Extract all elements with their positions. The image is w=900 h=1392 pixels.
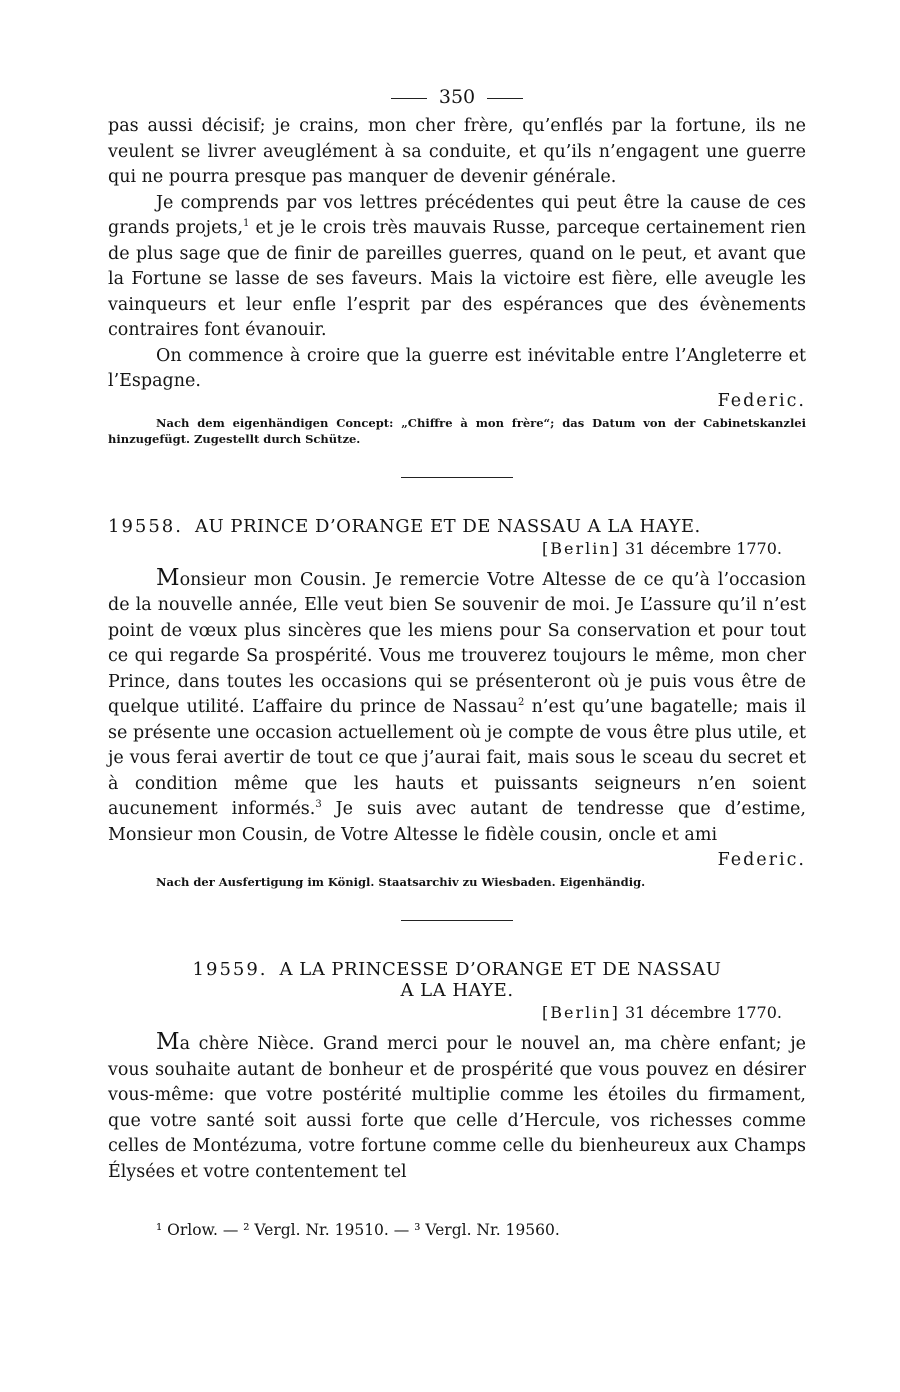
letter-title-line2: A LA HAYE. bbox=[400, 980, 514, 1001]
page bbox=[108, 86, 806, 1239]
footnote-ref-3: 3 bbox=[315, 799, 322, 811]
source-note-1: Nach dem eigenhändigen Concept: „Chiffre à mon frère“; das Datum von der Cabinetskanzlei hinzugefügt. Zugestellt durch Schütze. bbox=[108, 415, 806, 446]
footnote-ref-1: 1 bbox=[243, 218, 250, 230]
dateline-19558: [Berlin] 31 décembre 1770. bbox=[541, 538, 782, 558]
folio-dash-left bbox=[391, 98, 427, 99]
signature-1: Federic. bbox=[717, 390, 806, 411]
letter-title: AU PRINCE D’ORANGE ET DE NASSAU A LA HAYE. bbox=[194, 515, 701, 537]
signature-2: Federic. bbox=[717, 850, 806, 870]
initial-letter: M bbox=[156, 564, 180, 591]
section-divider-1 bbox=[401, 477, 513, 478]
footnotes: ¹ Orlow. — ² Vergl. Nr. 19510. — ³ Vergl. Nr. 19560. bbox=[156, 1221, 560, 1239]
letter-heading-19558 bbox=[108, 516, 806, 537]
letter-number: 19559. bbox=[192, 959, 268, 980]
letter-heading-19559 bbox=[108, 959, 806, 1001]
page-number: 350 bbox=[108, 86, 806, 108]
initial-letter: M bbox=[156, 1029, 180, 1055]
letter-title-line1: A LA PRINCESSE D’ORANGE ET DE NASSAU bbox=[279, 959, 722, 980]
letter-number: 19558. bbox=[108, 515, 183, 537]
folio-dash-right bbox=[487, 98, 523, 99]
continuation-paragraph-1: pas aussi décisif; je crains, mon cher frère, qu’enflés par la fortune, ils ne veulent se livrer aveuglément à sa conduite, et qu’ils n’engagent une guerre qui ne pourra presque pas manquer de devenir générale. bbox=[108, 116, 806, 187]
footnote-ref-2: 2 bbox=[517, 697, 525, 709]
letter-body-19558: Monsieur mon Cousin. Je remercie Votre Altesse de ce qu’à l’occasion de la nouvelle année, Elle veut bien Se souvenir de moi. Je L’assure qu’il n’est point de vœux plus sincères que les miens pour Sa conservation et pour tout ce qui regarde Sa prospérité. Vous me trouverez toujours le même, mon cher Prince, dans toutes les occasions qui se présenteront où je puis vous être de quelque utilité. L’affaire du prince de Nassau$^2$ n’est qu’une bagatelle; mais il se présente une occasion actuellement où je compte de vous être plus utile, et je vous ferai avertir de tout ce que j’aurai fait, mais sous le sceau du secret et à condition même que les hauts et puissants seigneurs n’en soient aucunement informés.$^3$ Je suis avec autant de tendresse que d’estime, Monsieur mon Cousin, de Votre Altesse le fidèle cousin, oncle et ami bbox=[108, 564, 807, 845]
continuation-paragraph-3: On commence à croire que la guerre est inévitable entre l’Angleterre et l’Espagne. bbox=[108, 345, 806, 391]
section-divider-2 bbox=[401, 920, 513, 921]
dateline-19559: [Berlin] 31 décembre 1770. bbox=[541, 1003, 782, 1022]
continuation-paragraph-2: Je comprends par vos lettres précédentes qui peut être la cause de ces grands projets,$^1$ et je le crois très mauvais Russe, parceque certainement rien de plus sage que de finir de pareilles guerres, quand on le peut, et avant que la Fortune se lasse de ses faveurs. Mais la victoire est fière, elle aveugle les vainqueurs et leur enfle l’esprit par des espérances que des évènements contraires font évanouir. bbox=[108, 192, 806, 340]
letter-body-19559: Ma chère Nièce. Grand merci pour le nouvel an, ma chère enfant; je vous souhaite autant de bonheur et de prospérité que vous pouvez en désirer vous-même: que votre postérité multiplie comme les étoiles du firmament, que votre santé soit aussi forte que celle d’Hercule, vos richesses comme celles de Montézuma, votre fortune comme celle du bienheureux aux Champs Élysées et votre contentement tel bbox=[108, 1029, 806, 1182]
source-note-2: Nach der Ausfertigung im Königl. Staatsarchiv zu Wiesbaden. Eigenhändig. bbox=[156, 875, 646, 889]
